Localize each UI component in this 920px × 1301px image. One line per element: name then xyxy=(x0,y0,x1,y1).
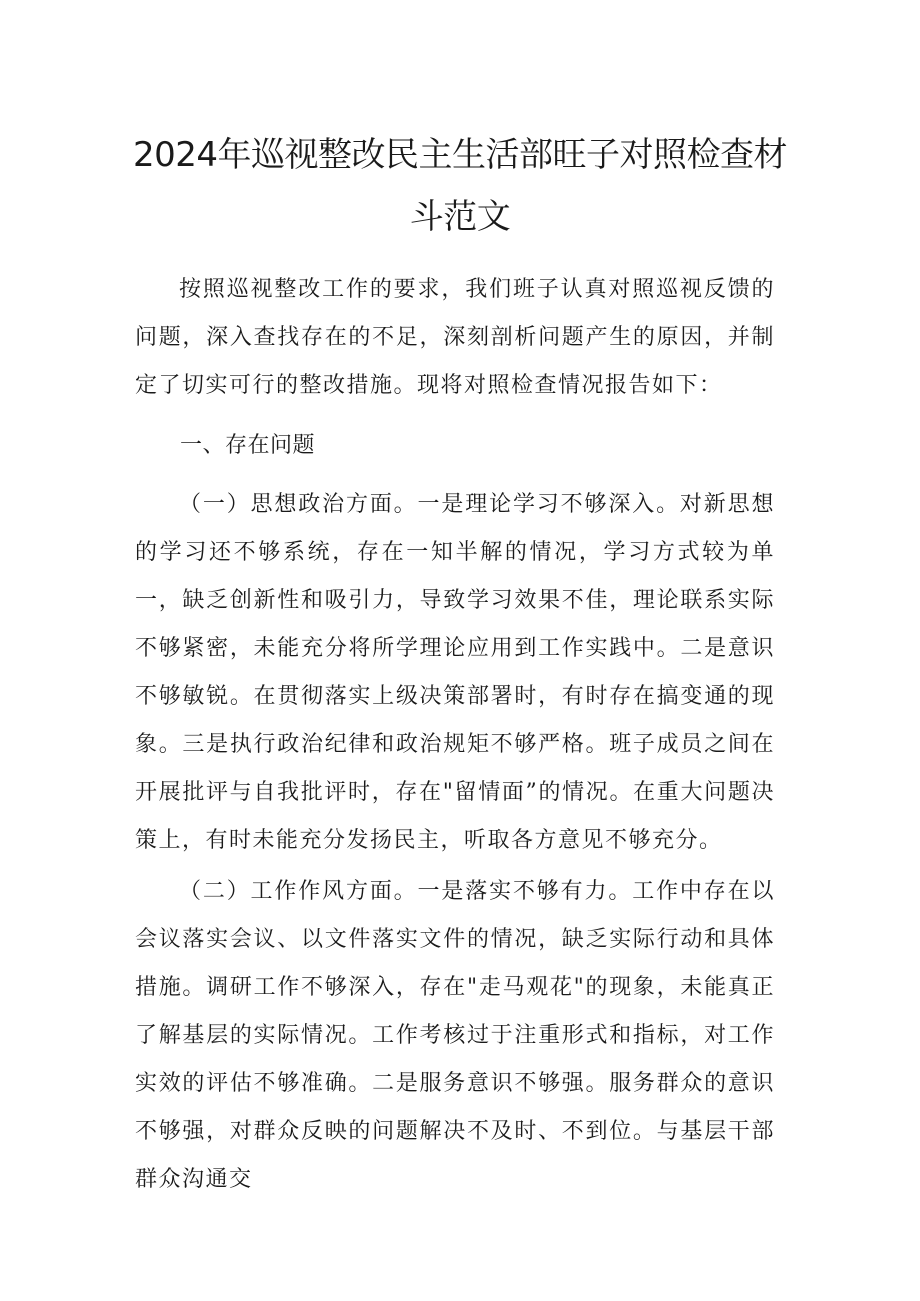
document-title-line1: 2024年巡视整改民主生活部旺子对照检查材 xyxy=(132,135,788,175)
intro-paragraph: 按照巡视整改工作的要求，我们班子认真对照巡视反馈的问题，深入查找存在的不足，深刻剖析问题产生的原因，并制定了切实可行的整改措施。现将对照检查情况报告如下： xyxy=(135,277,775,398)
document-title-line2: 斗范文 xyxy=(409,197,511,237)
paragraph-work-style: （二）工作作风方面。一是落实不够有力。工作中存在以会议落实会议、以文件落实文件的情况，缺乏实际行动和具体措施。调研工作不够深入，存在"走马观花"的现象，未能真正了解基层的实际情况。工作考核过于注重形式和指标，对工作实效的评估不够准确。二是服务意识不够强。服务群众的意识不够强，对群众反映的问题解决不及时、不到位。与基层干部群众沟通交 xyxy=(135,879,775,1192)
paragraph-political-thought: （一）思想政治方面。一是理论学习不够深入。对新思想的学习还不够系统，存在一知半解的情况，学习方式较为单一，缺乏创新性和吸引力，导致学习效果不佳，理论联系实际不够紧密，未能充分将所学理论应用到工作实践中。二是意识不够敏锐。在贯彻落实上级决策部署时，有时存在搞变通的现象。三是执行政治纪律和政治规矩不够严格。班子成员之间在开展批评与自我批评时，存在"留情面”的情况。在重大问题决策上，有时未能充分发扬民主，听取各方意见不够充分。 xyxy=(135,492,775,853)
section-heading-problems: 一、存在问题 xyxy=(180,433,316,458)
